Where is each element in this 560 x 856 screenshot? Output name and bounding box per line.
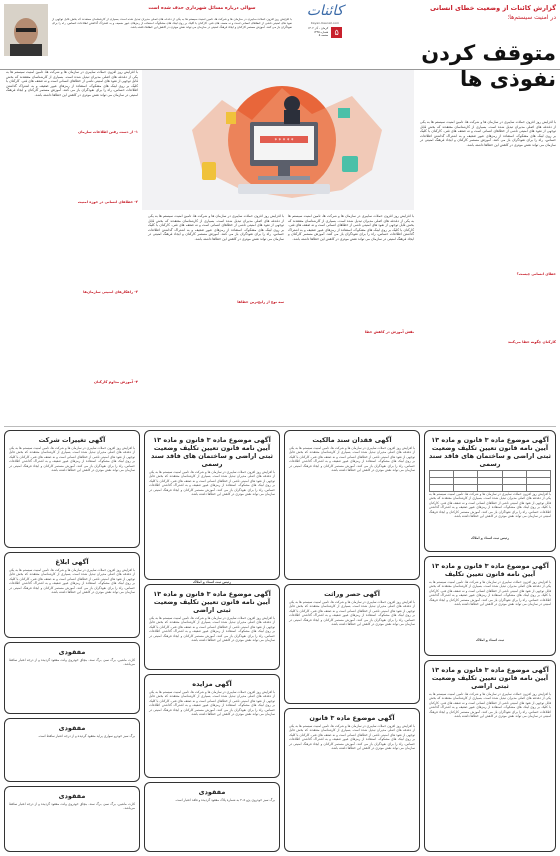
column-text: با افزایش روز افزون حملات سایبری در سازمان ها و شرکت ها، تامین امنیت سیستم ها به یکی از دغدغه های اصلی مدیران تبدیل شده است. بسیاری از کارشناسان معتقدند که بخش قابل توجهی از نفوذ های امنیتی ناشی از خطاهای انسانی است و نه ضعف های فنی. کارکنان با کلیک بر روی لینک های مشکوک، استفاده از رمزهای عبور ضعیف و به اشتراک گذاشتن اطلاعات حساس، راه را برای نفوذگران باز می کنند. آموزش مستمر کارکنان و ایجاد فرهنگ امنیتی در سازمان می تواند نقش موثری در کاهش این خطاها داشته باشد. xyxy=(52,17,292,29)
page-number: ۵ xyxy=(331,27,342,38)
section-head: ۳- راهکارهای امنیتی سازمان‌ها xyxy=(83,290,138,294)
ad-footer: ثبت اسناد و املاک xyxy=(475,638,505,642)
article-text-mid-right: با افزایش روز افزون حملات سایبری در سازمان ها و شرکت ها، تامین امنیت سیستم ها به یکی از دغدغه های اصلی مدیران تبدیل شده است. بسیاری از کارشناسان معتقدند که بخش قابل توجهی از نفوذ های امنیتی ناشی از خطاهای انسانی است و نه ضعف های فنی. کارکنان با کلیک بر روی لینک های مشکوک، استفاده از رمزهای عبور ضعیف و به اشتراک گذاشتن اطلاعات حساس، راه را برای نفوذگران باز می کنند. آموزش مستمر کارکنان و ایجاد فرهنگ امنیتی در سازمان می تواند نقش موثری در کاهش این خطاها داشته باشد. xyxy=(288,214,414,241)
ad-box xyxy=(284,430,420,580)
article-text-mid: با افزایش روز افزون حملات سایبری در سازمان ها و شرکت ها، تامین امنیت سیستم ها به یکی از دغدغه های اصلی مدیران تبدیل شده است. بسیاری از کارشناسان معتقدند که بخش قابل توجهی از نفوذ های امنیتی ناشی از خطاهای انسانی است و نه ضعف های فنی. کارکنان با کلیک بر روی لینک های مشکوک، استفاده از رمزهای عبور ضعیف و به اشتراک گذاشتن اطلاعات حساس، راه را برای نفوذگران باز می کنند. آموزش مستمر کارکنان و ایجاد فرهنگ امنیتی در سازمان می تواند نقش موثری در کاهش این خطاها داشته باشد. xyxy=(148,214,284,241)
ad-title: مفقودی xyxy=(58,792,86,800)
ad-box xyxy=(144,782,280,852)
ad-box xyxy=(144,674,280,778)
logo-block[interactable] xyxy=(296,3,354,58)
date-line: صفحه ۵ xyxy=(318,33,329,38)
ad-text: با افزایش روز افزون حملات سایبری در سازمان ها و شرکت ها، تامین امنیت سیستم ها به یکی از دغدغه های اصلی مدیران تبدیل شده است. بسیاری از کارشناسان معتقدند که بخش قابل توجهی از نفوذ های امنیتی ناشی از خطاهای انسانی است و نه ضعف های فنی. کارکنان با کلیک بر روی لینک های مشکوک، استفاده از رمزهای عبور ضعیف و به اشتراک گذاشتن اطلاعات حساس، راه را برای نفوذگران باز می کنند. آموزش مستمر کارکنان و ایجاد فرهنگ امنیتی در سازمان می تواند نقش موثری در کاهش این خطاها داشته باشد. xyxy=(149,690,275,717)
ad-title: مفقودی xyxy=(198,788,226,796)
section-head: ۱- از دست رفتن اطلاعات سازمان xyxy=(78,130,138,134)
date-line: کرمان - آذر ۱۴۰۲ xyxy=(307,26,329,31)
date-line: شماره ۱۴۳۵ xyxy=(313,29,329,34)
ad-title: آگهی موضوع ماده ۳ قانون و ماده ۱۳ آیین نامه قانون تعیین تکلیف xyxy=(431,562,549,578)
ad-title: آگهی موضوع ماده ۳ قانون xyxy=(309,714,395,722)
ad-title: آگهی حصر وراثت xyxy=(324,590,380,598)
ad-box xyxy=(4,642,140,714)
ad-title: مفقودی xyxy=(58,724,86,732)
red-line: سه نوع از رایج‌ترین خطاها xyxy=(237,300,284,304)
ad-text: با افزایش روز افزون حملات سایبری در سازمان ها و شرکت ها، تامین امنیت سیستم ها به یکی از دغدغه های اصلی مدیران تبدیل شده است. بسیاری از کارشناسان معتقدند که بخش قابل توجهی از نفوذ های امنیتی ناشی از خطاهای انسانی است و نه ضعف های فنی. کارکنان با کلیک بر روی لینک های مشکوک، استفاده از رمزهای عبور ضعیف و به اشتراک گذاشتن اطلاعات حساس، راه را برای نفوذگران باز می کنند. آموزش مستمر کارکنان و ایجاد فرهنگ امنیتی در سازمان می تواند نقش موثری در کاهش این خطاها داشته باشد. xyxy=(429,692,551,719)
ad-box xyxy=(284,708,420,852)
ad-box xyxy=(4,786,140,852)
ad-text: با افزایش روز افزون حملات سایبری در سازمان ها و شرکت ها، تامین امنیت سیستم ها به یکی از دغدغه های اصلی مدیران تبدیل شده است. بسیاری از کارشناسان معتقدند که بخش قابل توجهی از نفوذ های امنیتی ناشی از خطاهای انسانی است و نه ضعف های فنی. کارکنان با کلیک بر روی لینک های مشکوک، استفاده از رمزهای عبور ضعیف و به اشتراک گذاشتن اطلاعات حساس، راه را برای نفوذگران باز می کنند. آموزش مستمر کارکنان و ایجاد فرهنگ امنیتی در سازمان می تواند نقش موثری در کاهش این خطاها داشته باشد. xyxy=(429,492,551,519)
ad-text: با افزایش روز افزون حملات سایبری در سازمان ها و شرکت ها، تامین امنیت سیستم ها به یکی از دغدغه های اصلی مدیران تبدیل شده است. بسیاری از کارشناسان معتقدند که بخش قابل توجهی از نفوذ های امنیتی ناشی از خطاهای انسانی است و نه ضعف های فنی. کارکنان با کلیک بر روی لینک های مشکوک، استفاده از رمزهای عبور ضعیف و به اشتراک گذاشتن اطلاعات حساس، راه را برای نفوذگران باز می کنند. آموزش مستمر کارکنان و ایجاد فرهنگ امنیتی در سازمان می تواند نقش موثری در کاهش این خطاها داشته باشد. xyxy=(9,568,135,595)
ad-text: با افزایش روز افزون حملات سایبری در سازمان ها و شرکت ها، تامین امنیت سیستم ها به یکی از دغدغه های اصلی مدیران تبدیل شده است. بسیاری از کارشناسان معتقدند که بخش قابل توجهی از نفوذ های امنیتی ناشی از خطاهای انسانی است و نه ضعف های فنی. کارکنان با کلیک بر روی لینک های مشکوک، استفاده از رمزهای عبور ضعیف و به اشتراک گذاشتن اطلاعات حساس، راه را برای نفوذگران باز می کنند. آموزش مستمر کارکنان و ایجاد فرهنگ امنیتی در سازمان می تواند نقش موثری در کاهش این خطاها داشته باشد. xyxy=(9,446,135,473)
ad-text: با افزایش روز افزون حملات سایبری در سازمان ها و شرکت ها، تامین امنیت سیستم ها به یکی از دغدغه های اصلی مدیران تبدیل شده است. بسیاری از کارشناسان معتقدند که بخش قابل توجهی از نفوذ های امنیتی ناشی از خطاهای انسانی است و نه ضعف های فنی. کارکنان با کلیک بر روی لینک های مشکوک، استفاده از رمزهای عبور ضعیف و به اشتراک گذاشتن اطلاعات حساس، راه را برای نفوذگران باز می کنند. آموزش مستمر کارکنان و ایجاد فرهنگ امنیتی در سازمان می تواند نقش موثری در کاهش این خطاها داشته باشد. xyxy=(429,580,551,607)
ad-text: با افزایش روز افزون حملات سایبری در سازمان ها و شرکت ها، تامین امنیت سیستم ها به یکی از دغدغه های اصلی مدیران تبدیل شده است. بسیاری از کارشناسان معتقدند که بخش قابل توجهی از نفوذ های امنیتی ناشی از خطاهای انسانی است و نه ضعف های فنی. کارکنان با کلیک بر روی لینک های مشکوک، استفاده از رمزهای عبور ضعیف و به اشتراک گذاشتن اطلاعات حساس، راه را برای نفوذگران باز می کنند. آموزش مستمر کارکنان و ایجاد فرهنگ امنیتی در سازمان می تواند نقش موثری در کاهش این خطاها داشته باشد. xyxy=(149,616,275,643)
site-url: Kayan-Kaenat.com xyxy=(310,21,340,25)
ad-box xyxy=(4,430,140,548)
ad-box xyxy=(424,660,556,852)
ad-title: آگهی ابلاغ xyxy=(55,558,89,566)
ad-title: آگهی فقدان سند مالکیت xyxy=(312,436,392,444)
ad-title: آگهی مزایده xyxy=(192,680,232,688)
article-text-right: با افزایش روز افزون حملات سایبری در سازمان ها و شرکت ها، تامین امنیت سیستم ها به یکی از دغدغه های اصلی مدیران تبدیل شده است. بسیاری از کارشناسان معتقدند که بخش قابل توجهی از نفوذ های امنیتی ناشی از خطاهای انسانی است و نه ضعف های فنی. کارکنان با کلیک بر روی لینک های مشکوک، استفاده از رمزهای عبور ضعیف و به اشتراک گذاشتن اطلاعات حساس، راه را برای نفوذگران باز می کنند. آموزش مستمر کارکنان و ایجاد فرهنگ امنیتی در سازمان می تواند نقش موثری در کاهش این خطاها داشته باشد. xyxy=(420,120,556,147)
ad-text: با افزایش روز افزون حملات سایبری در سازمان ها و شرکت ها، تامین امنیت سیستم ها به یکی از دغدغه های اصلی مدیران تبدیل شده است. بسیاری از کارشناسان معتقدند که بخش قابل توجهی از نفوذ های امنیتی ناشی از خطاهای انسانی است و نه ضعف های فنی. کارکنان با کلیک بر روی لینک های مشکوک، استفاده از رمزهای عبور ضعیف و به اشتراک گذاشتن اطلاعات حساس، راه را برای نفوذگران باز می کنند. آموزش مستمر کارکنان و ایجاد فرهنگ امنیتی در سازمان می تواند نقش موثری در کاهش این خطاها داشته باشد. xyxy=(149,470,275,497)
ad-footer: رئیس ثبت اسناد و املاک xyxy=(192,580,232,584)
ad-box xyxy=(144,430,280,584)
ad-title: آگهی موضوع ماده ۳ قانون و ماده ۱۳ آیین نامه قانون تعیین تکلیف وضعیت ثبتی اراضی xyxy=(431,666,549,690)
ad-box xyxy=(424,430,556,552)
headline: متوقف کردن نفوذی ها xyxy=(421,41,556,91)
author-photo xyxy=(4,4,48,56)
ad-box xyxy=(144,584,280,670)
lost-item-text: کارت ماشین، برگ سبز، برگ سند، بنچاق خودروی وانت مفقود گردیده و از درجه اعتبار ساقط می‌باشد. xyxy=(9,802,135,811)
subtitle-2: در امنیت سیستم‌ها؛ xyxy=(507,14,556,21)
divider xyxy=(4,426,556,427)
ad-table xyxy=(429,470,551,492)
ad-title: آگهی موضوع ماده ۳ قانون و ماده ۱۳ آیین نامه قانون تعیین تکلیف وضعیت ثبتی اراضی و ساختمان های فاقد سند رسمی xyxy=(151,436,273,468)
ad-title: آگهی تغییرات شرکت xyxy=(38,436,106,444)
ad-box xyxy=(4,552,140,638)
lost-item-text: برگ سبز خودرو سواری پراید مفقود گردیده و از درجه اعتبار ساقط است. xyxy=(37,734,135,738)
section-head: ۴- آموزش مداوم کارکنان xyxy=(93,380,138,384)
ad-title: آگهی موضوع ماده ۳ قانون و ماده ۱۳ آیین نامه قانون تعیین تکلیف وضعیت ثبتی اراضی xyxy=(153,590,271,614)
ad-box xyxy=(4,718,140,782)
cyber-illustration xyxy=(142,70,414,210)
subtitle: گزارش کائنات از وضعیت خطای انسانی xyxy=(429,4,556,12)
ad-text: با افزایش روز افزون حملات سایبری در سازمان ها و شرکت ها، تامین امنیت سیستم ها به یکی از دغدغه های اصلی مدیران تبدیل شده است. بسیاری از کارشناسان معتقدند که بخش قابل توجهی از نفوذ های امنیتی ناشی از خطاهای انسانی است و نه ضعف های فنی. کارکنان با کلیک بر روی لینک های مشکوک، استفاده از رمزهای عبور ضعیف و به اشتراک گذاشتن اطلاعات حساس، راه را برای نفوذگران باز می کنند. آموزش مستمر کارکنان و ایجاد فرهنگ امنیتی در سازمان می تواند نقش موثری در کاهش این خطاها داشته باشد. xyxy=(289,600,415,627)
svg-text:* * * * *: * * * * * xyxy=(274,138,294,144)
ad-text: با افزایش روز افزون حملات سایبری در سازمان ها و شرکت ها، تامین امنیت سیستم ها به یکی از دغدغه های اصلی مدیران تبدیل شده است. بسیاری از کارشناسان معتقدند که بخش قابل توجهی از نفوذ های امنیتی ناشی از خطاهای انسانی است و نه ضعف های فنی. کارکنان با کلیک بر روی لینک های مشکوک، استفاده از رمزهای عبور ضعیف و به اشتراک گذاشتن اطلاعات حساس، راه را برای نفوذگران باز می کنند. آموزش مستمر کارکنان و ایجاد فرهنگ امنیتی در سازمان می تواند نقش موثری در کاهش این خطاها داشته باشد. xyxy=(289,446,415,473)
ad-text: با افزایش روز افزون حملات سایبری در سازمان ها و شرکت ها، تامین امنیت سیستم ها به یکی از دغدغه های اصلی مدیران تبدیل شده است. بسیاری از کارشناسان معتقدند که بخش قابل توجهی از نفوذ های امنیتی ناشی از خطاهای انسانی است و نه ضعف های فنی. کارکنان با کلیک بر روی لینک های مشکوک، استفاده از رمزهای عبور ضعیف و به اشتراک گذاشتن اطلاعات حساس، راه را برای نفوذگران باز می کنند. آموزش مستمر کارکنان و ایجاد فرهنگ امنیتی در سازمان می تواند نقش موثری در کاهش این خطاها داشته باشد. xyxy=(289,724,415,751)
ad-footer: رئیس ثبت اسناد و املاک xyxy=(470,536,510,540)
ad-box xyxy=(284,584,420,704)
section-head: ۲- خطاهای انسانی در حوزه امنیت xyxy=(77,200,138,204)
ad-title: مفقودی xyxy=(58,648,86,656)
red-line: خطای انسانی چیست؟ xyxy=(516,272,556,276)
logo: کائنات xyxy=(306,3,344,19)
lost-item-text: برگ سبز خودروی پژو ۴۰۵ به شماره پلاک مفقود گردیده و فاقد اعتبار است. xyxy=(174,798,275,802)
column-title: سوالی درباره مسائل شهرداری حذف شده است xyxy=(148,6,256,11)
article-text-left: با افزایش روز افزون حملات سایبری در سازمان ها و شرکت ها، تامین امنیت سیستم ها به یکی از دغدغه های اصلی مدیران تبدیل شده است. بسیاری از کارشناسان معتقدند که بخش قابل توجهی از نفوذ های امنیتی ناشی از خطاهای انسانی است و نه ضعف های فنی. کارکنان با کلیک بر روی لینک های مشکوک، استفاده از رمزهای عبور ضعیف و به اشتراک گذاشتن اطلاعات حساس، راه را برای نفوذگران باز می کنند. آموزش مستمر کارکنان و ایجاد فرهنگ امنیتی در سازمان می تواند نقش موثری در کاهش این خطاها داشته باشد. xyxy=(6,70,138,97)
red-line: نقش آموزش در کاهش خطا xyxy=(364,330,414,334)
lost-item-text: کارت ماشین، برگ سبز، برگ سند، بنچاق خودروی وانت مفقود گردیده و از درجه اعتبار ساقط می‌باشد. xyxy=(9,658,135,667)
ad-box xyxy=(424,556,556,656)
ad-title: آگهی موضوع ماده ۳ قانون و ماده ۱۳ آیین نامه قانون تعیین تکلیف وضعیت ثبتی اراضی و ساختمان های فاقد سند رسمی xyxy=(429,436,551,468)
red-line: کارکنان چگونه خطا می‌کنند xyxy=(507,340,556,344)
